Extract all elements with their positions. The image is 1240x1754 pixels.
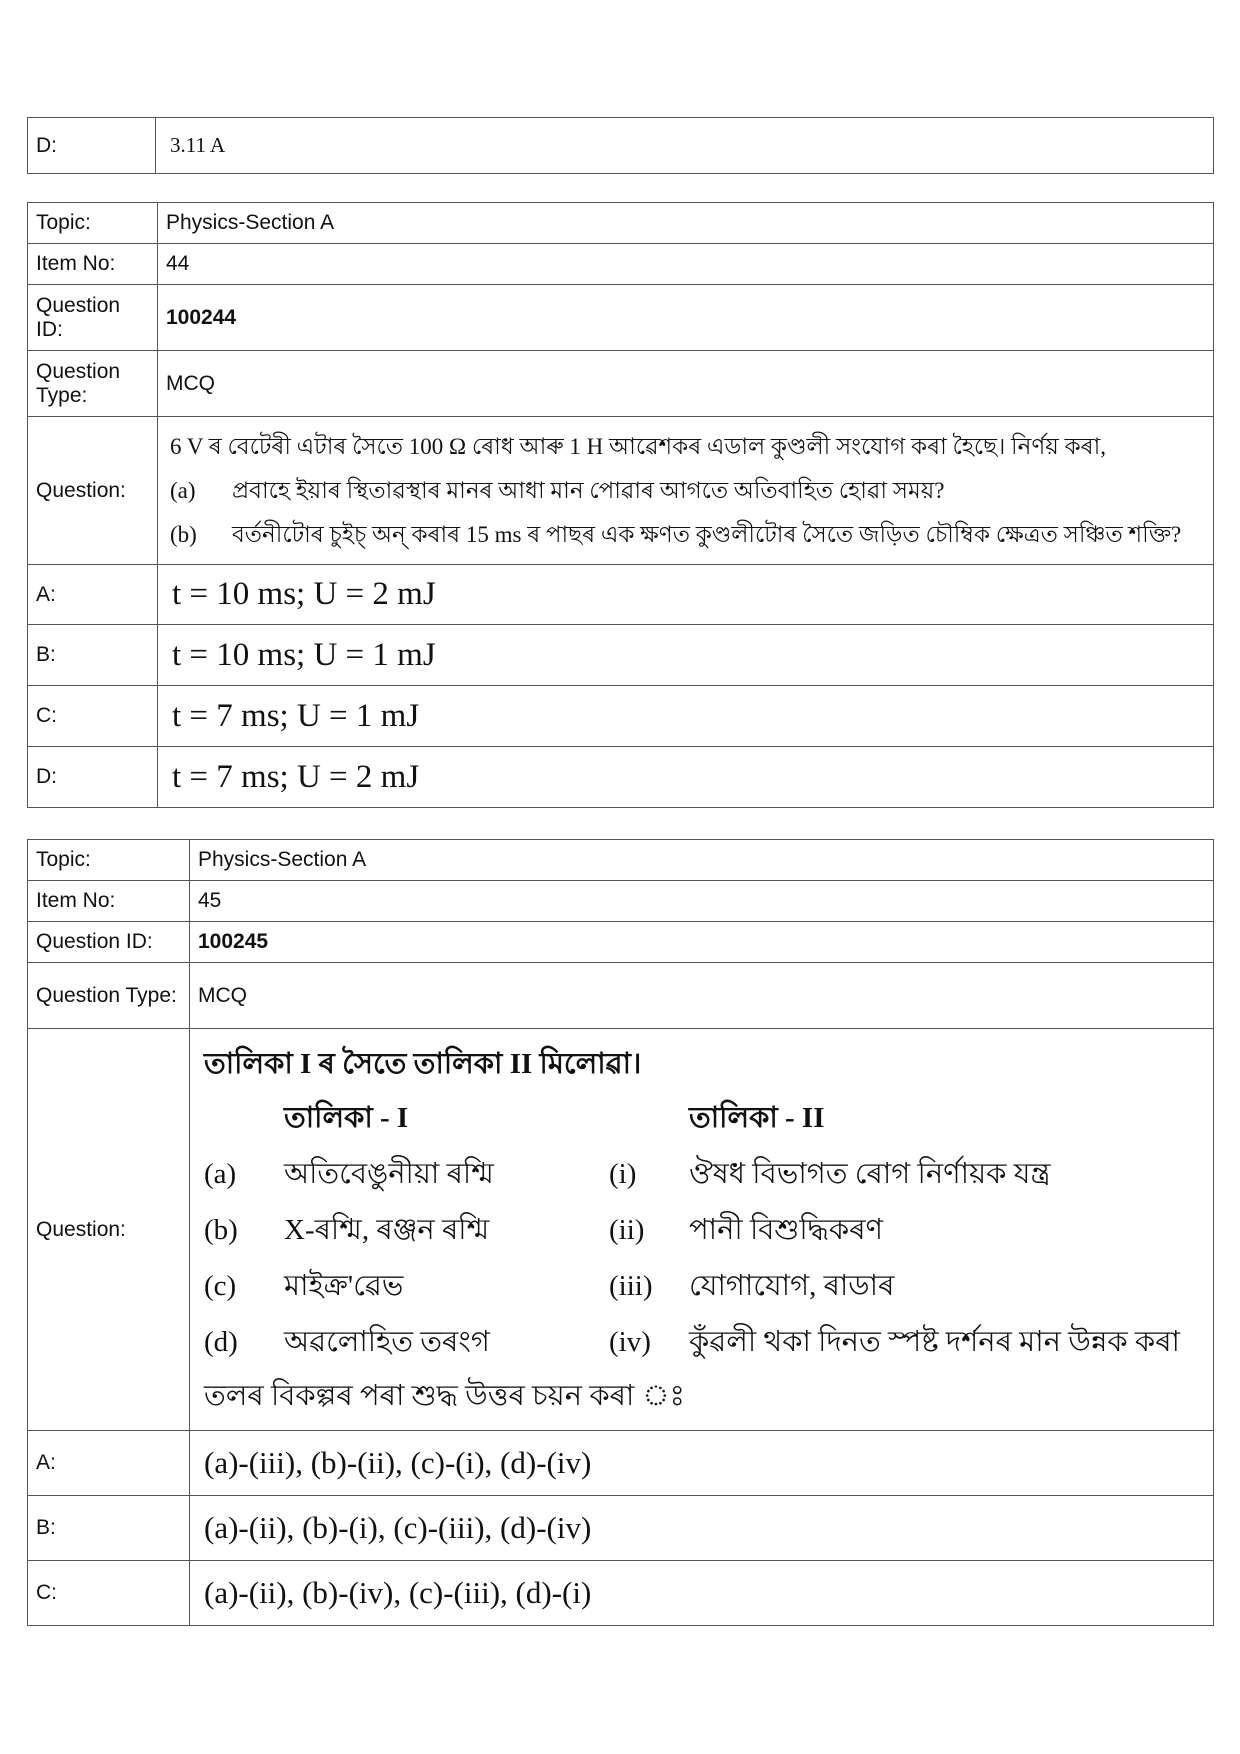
list-1-tag: (a) [204,1157,237,1190]
list-2-item: ঔষধ বিভাগত ৰোগ নিৰ্ণায়ক যন্ত্ৰ [689,1157,1051,1190]
option-value: (a)-(ii), (b)-(i), (c)-(iii), (d)-(iv) [190,1496,1214,1561]
list-2-item: যোগাযোগ, ৰাডাৰ [689,1269,895,1302]
match-row [204,1146,1199,1202]
part-text: বৰ্তনীটোৰ চুইচ্ অন্ কৰাৰ 15 ms ৰ পাছৰ এক ক্ষণত কুণ্ডলীটোৰ সৈতে জড়িত চৌম্বিক ক্ষেত্ৰত সঞ্চিত শক্তি? [232,521,1182,547]
list-2-heading: তালিকা - II [689,1101,825,1134]
list-2-item: পানী বিশুদ্ধিকৰণ [689,1213,884,1246]
option-value: (a)-(iii), (b)-(ii), (c)-(i), (d)-(iv) [190,1431,1214,1496]
question-outro: তলৰ বিকল্পৰ পৰা শুদ্ধ উত্তৰ চয়ন কৰা ঃ [204,1379,685,1412]
list-2-tag: (iii) [609,1269,653,1302]
option-value: t = 10 ms; U = 1 mJ [158,625,1214,686]
list-headings [204,1090,1199,1146]
topic-label: Topic: [28,203,158,244]
option-value: 3.11 A [156,118,1214,174]
list-1-item: X-ৰশ্মি, ৰঞ্জন ৰশ্মি [284,1213,490,1246]
prev-question-tail [27,117,1214,174]
option-label: B: [28,1496,190,1561]
option-label: C: [28,1561,190,1626]
question-stem: 6 V ৰ বেটেৰী এটাৰ সৈতে 100 Ω ৰোধ আৰু 1 H আৱেশকৰ এডাল কুণ্ডলী সংযোগ কৰা হৈছে। নিৰ্ণয় কৰা, [170,433,1107,459]
part-tag: (b) [170,521,197,547]
list-1-tag: (d) [204,1325,238,1358]
option-value: (a)-(ii), (b)-(iv), (c)-(iii), (d)-(i) [190,1561,1214,1626]
question-body [190,1029,1214,1431]
question-part [170,513,1201,557]
item-no-label: Item No: [28,881,190,922]
question-type-value: MCQ [158,351,1214,417]
question-id-label: Question ID: [28,285,158,351]
part-text: প্ৰবাহে ইয়াৰ স্থিতাৱস্থাৰ মানৰ আধা মান পোৱাৰ আগতে অতিবাহিত হোৱা সময়? [232,477,945,503]
list-1-item: অতিবেঙুনীয়া ৰশ্মি [284,1157,494,1190]
item-no-value: 45 [190,881,1214,922]
question-type-value: MCQ [190,963,1214,1029]
question-part [170,469,1201,513]
option-label: D: [28,118,156,174]
list-2-tag: (ii) [609,1213,645,1246]
item-no-value: 44 [158,244,1214,285]
question-type-label: Question Type: [28,351,158,417]
list-2-tag: (i) [609,1157,637,1190]
option-label: A: [28,1431,190,1496]
match-row [204,1314,1199,1370]
option-label: B: [28,625,158,686]
list-1-item: অৱলোহিত তৰংগ [284,1325,490,1358]
question-id-value: 100244 [158,285,1214,351]
topic-value: Physics-Section A [158,203,1214,244]
question-id-label: Question ID: [28,922,190,963]
list-1-item: মাইক্ৰ'ৱেভ [284,1269,404,1302]
question-44-table [27,202,1214,808]
question-intro: তালিকা I ৰ সৈতে তালিকা II মিলোৱা। [204,1047,642,1080]
list-1-tag: (c) [204,1269,237,1302]
question-id-value: 100245 [190,922,1214,963]
option-value: t = 10 ms; U = 2 mJ [158,565,1214,625]
option-value: t = 7 ms; U = 1 mJ [158,686,1214,747]
question-45-table [27,839,1214,1626]
match-row [204,1202,1199,1258]
topic-value: Physics-Section A [190,840,1214,881]
question-label: Question: [28,417,158,565]
question-body [158,417,1214,565]
option-label: C: [28,686,158,747]
list-2-tag: (iv) [609,1325,651,1358]
part-tag: (a) [170,477,196,503]
list-1-tag: (b) [204,1213,238,1246]
list-1-heading: তালিকা - I [284,1101,409,1134]
list-2-item: কুঁৱলী থকা দিনত স্পষ্ট দৰ্শনৰ মান উন্নক কৰা [689,1325,1180,1358]
topic-label: Topic: [28,840,190,881]
question-type-label: Question Type: [28,963,190,1029]
option-label: D: [28,747,158,808]
option-value: t = 7 ms; U = 2 mJ [158,747,1214,808]
item-no-label: Item No: [28,244,158,285]
question-label: Question: [28,1029,190,1431]
match-row [204,1258,1199,1314]
option-label: A: [28,565,158,625]
